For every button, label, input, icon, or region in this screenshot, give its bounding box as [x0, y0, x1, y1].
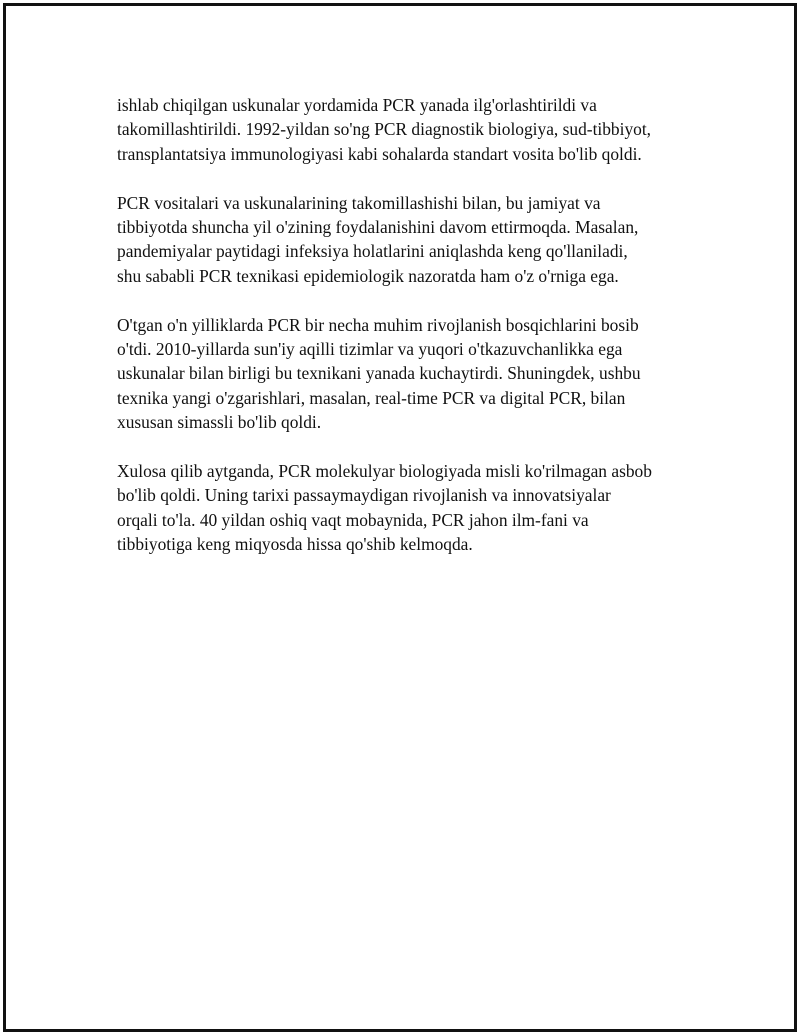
text-line: uskunalar bilan birligi bu texnikani yanada kuchaytirdi. Shuningdek, ushbu	[117, 363, 641, 384]
text-line: bo'lib qoldi. Uning tarixi passaymaydigan rivojlanish va innovatsiyalar	[117, 485, 611, 506]
text-line: ishlab chiqilgan uskunalar yordamida PCR yanada ilg'orlashtirildi va	[117, 95, 597, 115]
text-line: O'tgan o'n yilliklarda PCR bir necha muhim rivojlanish bosqichlarini bosib	[117, 314, 639, 335]
text-line: orqali to'la. 40 yildan oshiq vaqt mobaynida, PCR jahon ilm-fani va	[117, 509, 589, 530]
paragraph-4	[117, 459, 707, 557]
document-body	[117, 93, 707, 581]
text-line: pandemiyalar paytidagi infeksiya holatlarini aniqlashda keng qo'llaniladi,	[117, 241, 628, 262]
text-line: Xulosa qilib aytganda, PCR molekulyar biologiyada misli ko'rilmagan asbob	[117, 461, 652, 482]
text-line: tibbiyotda shuncha yil o'zining foydalanishini davom ettirmoqda. Masalan,	[117, 217, 639, 238]
text-line: PCR vositalari va uskunalarining takomillashishi bilan, bu jamiyat va	[117, 192, 601, 213]
text-line: o'tdi. 2010-yillarda sun'iy aqilli tizimlar va yuqori o'tkazuvchanlikka ega	[117, 339, 623, 360]
paragraph-2	[117, 191, 707, 289]
paragraph-1	[117, 93, 707, 166]
paragraph-3	[117, 313, 707, 435]
text-line: tibbiyotiga keng miqyosda hissa qo'shib kelmoqda.	[117, 534, 473, 555]
text-line: xususan simassli bo'lib qoldi.	[117, 412, 322, 433]
text-line: shu sababli PCR texnikasi epidemiologik nazoratda ham o'z o'rniga ega.	[117, 265, 619, 286]
text-line: takomillashtirildi. 1992-yildan so'ng PCR diagnostik biologiya, sud-tibbiyot,	[117, 119, 652, 140]
text-line: transplantatsiya immunologiyasi kabi sohalarda standart vosita bo'lib qoldi.	[117, 143, 642, 164]
text-line: texnika yangi o'zgarishlari, masalan, real-time PCR va digital PCR, bilan	[117, 387, 626, 408]
